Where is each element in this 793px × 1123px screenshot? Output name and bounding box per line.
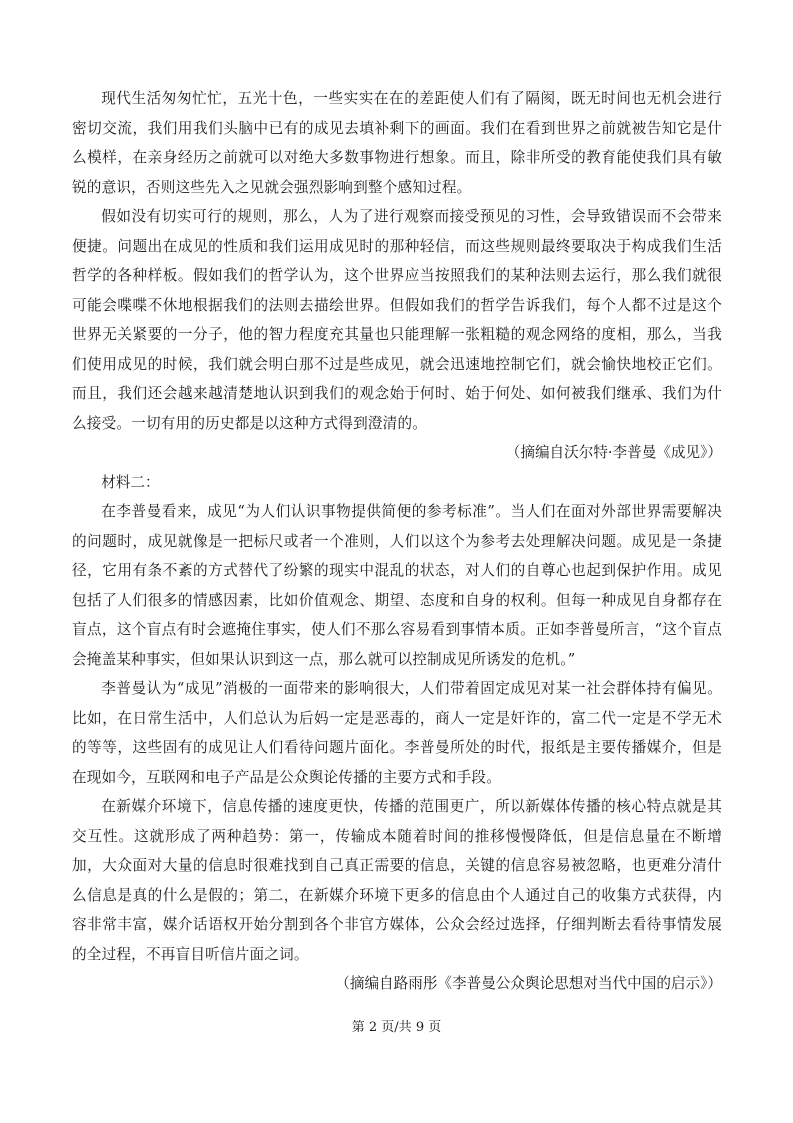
paragraph: 现代生活匆匆忙忙，五光十色，一些实实在在的差距使人们有了隔阂，既无时间也无机会进行密切交流，我们用我们头脑中已有的成见去填补剩下的画面。我们在看到世界之前就被告知它是什么模样，在亲身经历之前就可以对绝大多数事物进行想象。而且，除非所受的教育能使我们具有敏锐的意识，否则这些先入之见就会强烈影响到整个感知过程。 bbox=[72, 90, 722, 196]
material-two bbox=[72, 468, 722, 999]
paragraph: 在李普曼看来，成见“为人们认识事物提供简便的参考标准”。当人们在面对外部世界需要解决的问题时，成见就像是一把标尺或者一个准则，人们以这个为参考去处理解决问题。成见是一条捷径，它用有条不紊的方式替代了纷繁的现实中混乱的状态，对人们的自尊心也起到保护作用。成见包括了人们很多的情感因素，比如价值观念、期望、态度和自身的权利。但每一种成见自身都存在盲点，这个盲点有时会遮掩住事实，使人们不那么容易看到事情本质。正如李普曼所言，“这个盲点会掩盖某种事实，但如果认识到这一点，那么就可以控制成见所诱发的危机。” bbox=[72, 503, 722, 668]
material-one bbox=[72, 84, 722, 468]
page-number: 第 2 页/共 9 页 bbox=[351, 1020, 442, 1035]
paragraph: 李普曼认为“成见”消极的一面带来的影响很大，人们带着固定成见对某一社会群体持有偏见。比如，在日常生活中，人们总认为后妈一定是恶毒的，商人一定是奸诈的，富二代一定是不学无术的等等，这些固有的成见让人们看待问题片面化。李普曼所处的时代，报纸是主要传播媒介，但是在现如今，互联网和电子产品是公众舆论传播的主要方式和手段。 bbox=[72, 680, 722, 786]
document-body bbox=[72, 84, 722, 999]
paragraph: 假如没有切实可行的规则，那么，人为了进行观察而接受预见的习性，会导致错误而不会带来便捷。问题出在成见的性质和我们运用成见时的那种轻信，而这些规则最终要取决于构成我们生活哲学的各种样板。假如我们的哲学认为，这个世界应当按照我们的某种法则去运行，那么我们就很可能会喋喋不休地根据我们的法则去描绘世界。但假如我们的哲学告诉我们，每个人都不过是这个世界无关紧要的一分子，他的智力程度充其量也只能理解一张粗糙的观念网络的度相，那么，当我们使用成见的时候，我们就会明白那不过是些成见，就会迅速地控制它们，就会愉快地校正它们。而且，我们还会越来越清楚地认识到我们的观念始于何时、始于何处、如何被我们继承、我们为什么接受。一切有用的历史都是以这种方式得到澄清的。 bbox=[72, 208, 722, 432]
paragraph: 在新媒介环境下，信息传播的速度更快，传播的范围更广，所以新媒体传播的核心特点就是其交互性。这就形成了两种趋势：第一，传输成本随着时间的推移慢慢降低，但是信息量在不断增加，大众面对大量的信息时很难找到自己真正需要的信息，关键的信息容易被忽略，也更难分清什么信息是真的什么是假的；第二，在新媒介环境下更多的信息由个人通过自己的收集方式获得，内容非常丰富，媒介话语权开始分割到各个非官方媒体，公众会经过选择，仔细判断去看待事情发展的全过程，不再盲目听信片面之词。 bbox=[72, 798, 722, 963]
source-citation: （摘编自沃尔特·李普曼《成见》） bbox=[505, 444, 722, 461]
section-label: 材料二： bbox=[101, 473, 160, 491]
source-citation: （摘编自路雨彤《李普曼公众舆论思想对当代中国的启示》） bbox=[335, 975, 722, 992]
